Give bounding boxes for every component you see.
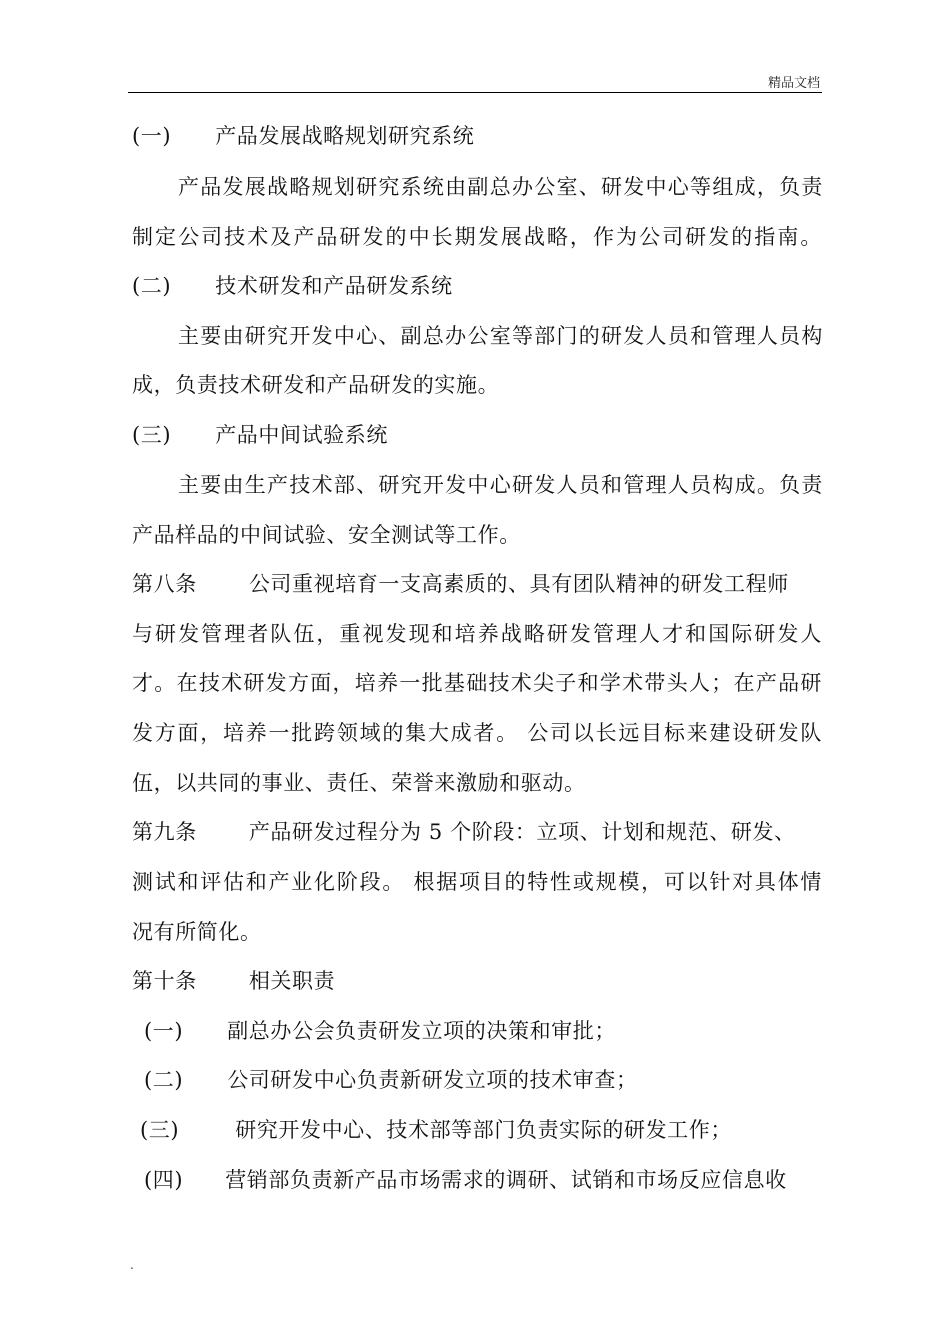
article-number: 第九条 <box>132 820 197 844</box>
section-heading-1 <box>132 124 822 148</box>
list-item-text: 营销部负责新产品市场需求的调研、试销和市场反应信息收 <box>225 1168 787 1192</box>
article-text: 相关职责 <box>248 969 336 993</box>
heading-title: 技术研发和产品研发系统 <box>215 274 453 298</box>
paragraph-line: 伍，以共同的事业、责任、荣誉来激励和驱动。 <box>132 771 586 795</box>
article-8-first-line <box>132 572 822 596</box>
heading-number: (三) <box>132 423 172 447</box>
paragraph-line: 主要由生产技术部、研究开发中心研发人员和管理人员构成。负责 <box>178 473 823 497</box>
footer-mark: . <box>130 1258 134 1272</box>
section-heading-3 <box>132 423 822 447</box>
list-item-number: (一) <box>144 1019 184 1043</box>
list-item-text: 副总办公会负责研发立项的决策和审批； <box>227 1019 616 1043</box>
header-divider <box>128 92 822 93</box>
paragraph-line: 与研发管理者队伍，重视发现和培养战略研发管理人才和国际研发人 <box>132 622 822 646</box>
paragraph-line: 产品样品的中间试验、安全测试等工作。 <box>132 523 521 547</box>
page-header-label: 精品文档 <box>767 76 820 91</box>
section-heading-2 <box>132 274 822 298</box>
list-item-text: 公司研发中心负责新研发立项的技术审查； <box>227 1068 638 1092</box>
heading-number: (二) <box>132 274 172 298</box>
list-item <box>140 1118 830 1142</box>
article-text: 产品研发过程分为 5 个阶段：立项、计划和规范、研发、 <box>248 820 796 844</box>
article-number: 第八条 <box>132 572 197 596</box>
article-number: 第十条 <box>132 969 197 993</box>
list-item-number: (二) <box>144 1068 184 1092</box>
paragraph-line: 发方面，培养一批跨领域的集大成者。 公司以长远目标来建设研发队 <box>132 721 822 745</box>
paragraph-line: 成，负责技术研发和产品研发的实施。 <box>132 373 500 397</box>
paragraph-line: 测试和评估和产业化阶段。 根据项目的特性或规模，可以针对具体情 <box>132 870 822 894</box>
paragraph-line: 况有所简化。 <box>132 920 262 944</box>
list-item <box>144 1019 834 1043</box>
heading-title: 产品发展战略规划研究系统 <box>215 124 475 148</box>
paragraph-line: 产品发展战略规划研究系统由副总办公室、研发中心等组成，负责 <box>178 175 823 199</box>
paragraph-line: 制定公司技术及产品研发的中长期发展战略，作为公司研发的指南。 <box>132 225 822 249</box>
paragraph-line: 主要由研究开发中心、副总办公室等部门的研发人员和管理人员构 <box>178 324 823 348</box>
paragraph-line: 才。在技术研发方面，培养一批基础技术尖子和学术带头人；在产品研 <box>132 671 822 695</box>
heading-title: 产品中间试验系统 <box>215 423 388 447</box>
list-item-number: (四) <box>144 1168 184 1192</box>
article-10-heading <box>132 969 822 993</box>
article-9-first-line <box>132 820 822 844</box>
list-item-text: 研究开发中心、技术部等部门负责实际的研发工作； <box>235 1118 732 1142</box>
list-item <box>144 1168 834 1192</box>
list-item <box>144 1068 834 1092</box>
list-item-number: (三) <box>140 1118 180 1142</box>
heading-number: (一) <box>132 124 172 148</box>
article-text: 公司重视培育一支高素质的、具有团队精神的研发工程师 <box>248 572 789 596</box>
